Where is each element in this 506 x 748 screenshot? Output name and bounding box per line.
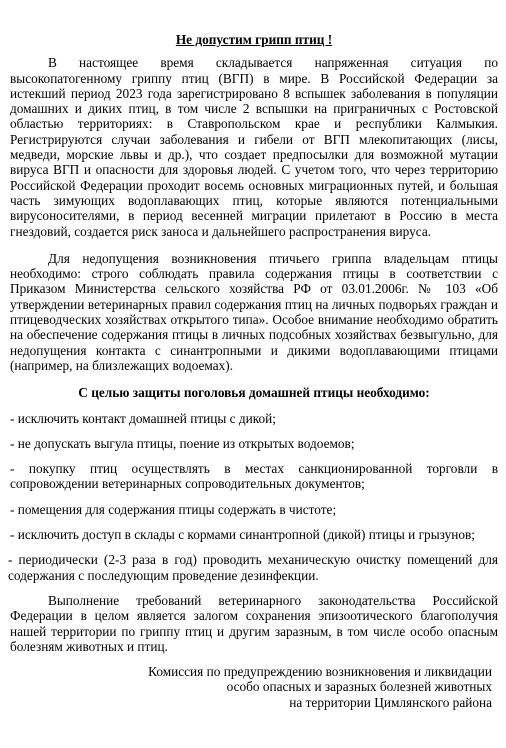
list-item: - помещения для содержания птицы содержать в чистоте; bbox=[10, 501, 337, 517]
intro-paragraph: В настоящее время складывается напряженная ситуация по высокопатогенному гриппу птиц (ВГП) в мире. В Российской Федерации за истекший период 2023 года зарегистрировано 8 вспышек заболевания в популяции домашних и диких птиц, в том числе 2 вспышки на приграничных с Ростовской областью территориях: в Ставропольском крае и республики Калмыкия. Регистрируются случаи заболевания и гибели от ВГП млекопитающих (лисы, медведи, морские львы и др.), что создает предпосылки для возможной мутации вируса ВГП и опасности для здоровья людей. С учетом того, что через территорию Российской Федерации проходит восемь основных миграционных путей, и большая часть зимующих водоплавающих птиц, которые являются потенциальными вирусоносителями, в период весенней миграции прилетают в Россию в места гнездовий, создается риск заноса и дальнейшего распространения вируса. bbox=[10, 55, 498, 239]
signature-line: Комиссия по предупреждению возникновения и ликвидации bbox=[148, 664, 492, 680]
list-item: - не допускать выгула птицы, поение из открытых водоемов; bbox=[10, 435, 355, 451]
document-title: Не допустим грипп птиц ! bbox=[175, 32, 333, 47]
list-item: - исключить доступ в склады с кормами синантропной (дикой) птицы и грызунов; bbox=[10, 527, 475, 543]
measures-list bbox=[10, 411, 498, 583]
list-item: - исключить контакт домашней птицы с дикой; bbox=[10, 410, 276, 426]
measures-heading: С целью защиты поголовья домашней птицы необходимо: bbox=[78, 385, 430, 401]
list-item: - периодически (2-3 раза в год) проводить механическую очистку помещений для содержания с последующим проведение дезинфекции. bbox=[8, 552, 498, 583]
requirements-paragraph: Для недопущения возникновения птичьего гриппа владельцам птицы необходимо: строго соблюдать правила содержания птицы в соответствии с Приказом Министерства сельского хозяйства РФ от 03.01.2006г. № 103 «Об утверждении ветеринарных правил содержания птиц на личных подворьях граждан и птицеводческих хозяйствах открытого типа». Особое внимание необходимо обратить на обеспечение содержания птицы в личных подсобных хозяйствах безвыгульно, для недопущения контакта с синантропными и дикими водоплавающими птицами (например, на близлежащих водоемах). bbox=[10, 250, 498, 373]
signature-line: особо опасных и заразных болезней животных bbox=[226, 679, 492, 695]
signature-line: на территории Цимлянского района bbox=[289, 694, 492, 710]
closing-paragraph: Выполнение требований ветеринарного законодательства Российской Федерации в целом является залогом сохранения эпизоотического благополучия нашей территории по гриппу птиц и другим заразным, в том числе особо опасным болезням животных и птиц. bbox=[10, 592, 498, 654]
list-item: - покупку птиц осуществлять в местах санкционированной торговли в сопровождении ветеринарных сопроводительных документов; bbox=[10, 461, 498, 492]
signature-block bbox=[10, 664, 498, 710]
